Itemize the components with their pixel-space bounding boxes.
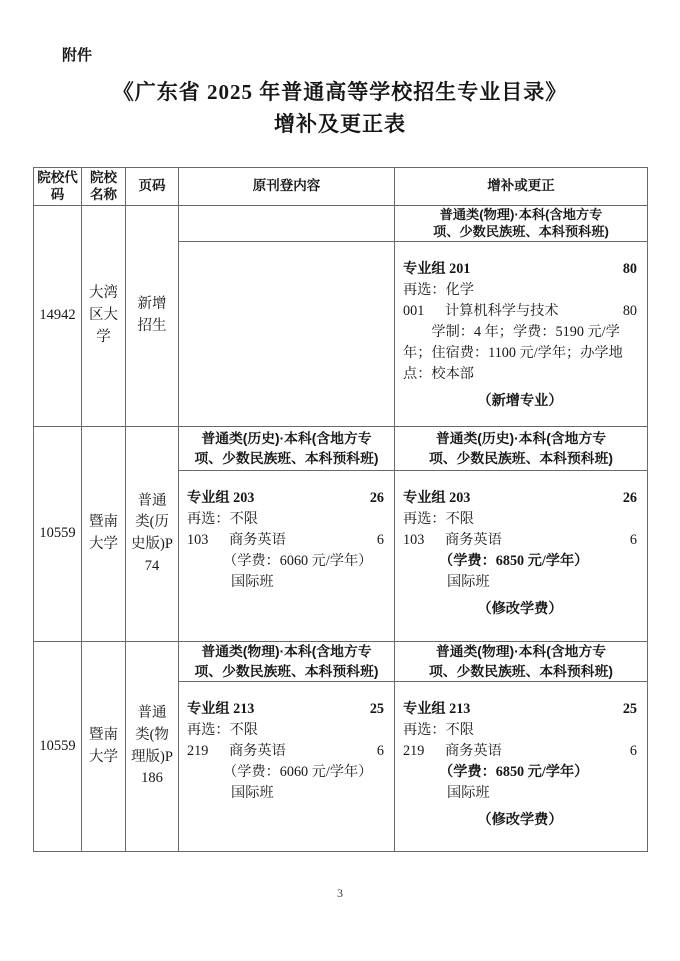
program-code: 103 — [403, 532, 425, 548]
column-header-code: 院校代码 — [34, 168, 82, 205]
major-group-count: 26 — [369, 490, 384, 506]
original-category-band: 普通类(历史)·本科(含地方专项、少数民族班、本科预科班) — [179, 427, 394, 471]
tuition-line-updated: （学费：6850 元/学年） — [439, 764, 589, 780]
institution-name — [82, 427, 126, 641]
reselect-line: 再选：不限 — [403, 722, 474, 738]
program-count: 6 — [629, 743, 637, 759]
attachment-label: 附件 — [62, 48, 93, 64]
original-content — [179, 682, 394, 851]
class-type-line: 国际班 — [447, 574, 490, 590]
page-code-cell — [126, 427, 179, 641]
original-content — [179, 471, 394, 641]
original-content-cell — [179, 642, 395, 851]
program-code: 001 — [403, 303, 425, 319]
major-group-count: 26 — [622, 490, 637, 506]
program-line — [187, 741, 384, 762]
column-header-page: 页码 — [126, 168, 179, 205]
correction-content-cell — [395, 206, 647, 426]
correction-note: （修改学费） — [477, 601, 563, 617]
major-group-label: 专业组 203 — [187, 490, 255, 506]
institution-name-text: 大湾区大学 — [89, 285, 118, 345]
institution-code: 10559 — [34, 427, 82, 641]
program-count: 6 — [376, 743, 384, 759]
institution-name-text: 暨南大学 — [89, 726, 118, 765]
original-content-cell — [179, 427, 395, 641]
reselect-line: 再选：化学 — [403, 282, 474, 298]
program-code: 219 — [403, 743, 425, 759]
page-code-cell — [126, 642, 179, 851]
page-code-text: 普通类(物理版)P186 — [131, 705, 173, 787]
tuition-line: （学费：6060 元/学年） — [223, 553, 373, 569]
major-group-count: 25 — [369, 701, 384, 717]
institution-name — [82, 642, 126, 851]
major-group-label: 专业组 213 — [403, 701, 471, 717]
program-code: 103 — [187, 532, 209, 548]
major-group-count: 80 — [622, 261, 637, 277]
table-row — [34, 426, 647, 641]
page-number: 3 — [337, 886, 343, 900]
program-details: 学制：4 年；学费：5190 元/学年；住宿费：1100 元/学年；办学地点：校本部 — [403, 324, 623, 382]
program-line — [403, 301, 637, 322]
reselect-line: 再选：不限 — [187, 511, 258, 527]
major-group-line — [403, 699, 637, 720]
correction-content-cell — [395, 427, 647, 641]
major-group-label: 专业组 203 — [403, 490, 471, 506]
original-content-empty — [179, 242, 394, 426]
correction-content — [395, 471, 647, 641]
correction-content — [395, 242, 647, 426]
correction-category-band: 普通类(物理)·本科(含地方专项、少数民族班、本科预科班) — [395, 206, 647, 242]
class-type-line: 国际班 — [447, 785, 490, 801]
program-name: 商务英语 — [445, 532, 502, 548]
tuition-line-updated: （学费：6850 元/学年） — [439, 553, 589, 569]
major-group-line — [187, 488, 384, 509]
program-line — [403, 741, 637, 762]
major-group-count: 25 — [622, 701, 637, 717]
program-count: 80 — [622, 303, 637, 319]
class-type-line: 国际班 — [231, 785, 274, 801]
column-header-name: 院校名称 — [82, 168, 126, 205]
program-name: 商务英语 — [229, 743, 286, 759]
tuition-line: （学费：6060 元/学年） — [223, 764, 373, 780]
major-group-label: 专业组 213 — [187, 701, 255, 717]
program-count: 6 — [376, 532, 384, 548]
major-group-line — [187, 699, 384, 720]
major-group-label: 专业组 201 — [403, 261, 471, 277]
column-header-correction: 增补或更正 — [487, 178, 555, 194]
major-group-line — [403, 488, 637, 509]
correction-note: （新增专业） — [477, 393, 563, 409]
page-subtitle: 增补及更正表 — [274, 112, 406, 136]
major-group-line — [403, 259, 637, 280]
institution-code: 10559 — [34, 642, 82, 851]
page-code-cell — [126, 206, 179, 426]
program-code: 219 — [187, 743, 209, 759]
page-title: 《广东省 2025 年普通高等学校招生专业目录》 — [112, 80, 568, 104]
correction-note: （修改学费） — [477, 812, 563, 828]
program-line — [187, 530, 384, 551]
program-name: 商务英语 — [445, 743, 502, 759]
correction-content-cell — [395, 642, 647, 851]
institution-name — [82, 206, 126, 426]
institution-code: 14942 — [34, 206, 82, 426]
column-header-original: 原刊登内容 — [179, 168, 395, 205]
reselect-line: 再选：不限 — [403, 511, 474, 527]
page-code-text: 新增招生 — [137, 296, 167, 334]
page-code-text: 普通类(历史版)P74 — [131, 492, 173, 574]
correction-category-band: 普通类(物理)·本科(含地方专项、少数民族班、本科预科班) — [395, 642, 647, 682]
program-count: 6 — [629, 532, 637, 548]
original-category-band — [179, 206, 394, 242]
original-content-cell — [179, 206, 395, 426]
program-name: 商务英语 — [229, 532, 286, 548]
table-header-row — [34, 168, 647, 205]
correction-content — [395, 682, 647, 851]
institution-name-text: 暨南大学 — [89, 514, 118, 552]
correction-table — [33, 167, 648, 852]
program-name: 计算机科学与技术 — [445, 303, 559, 319]
class-type-line: 国际班 — [231, 574, 274, 590]
correction-category-band: 普通类(历史)·本科(含地方专项、少数民族班、本科预科班) — [395, 427, 647, 471]
program-line — [403, 530, 637, 551]
table-row — [34, 205, 647, 426]
reselect-line: 再选：不限 — [187, 722, 258, 738]
original-category-band: 普通类(物理)·本科(含地方专项、少数民族班、本科预科班) — [179, 642, 394, 682]
table-row — [34, 641, 647, 851]
